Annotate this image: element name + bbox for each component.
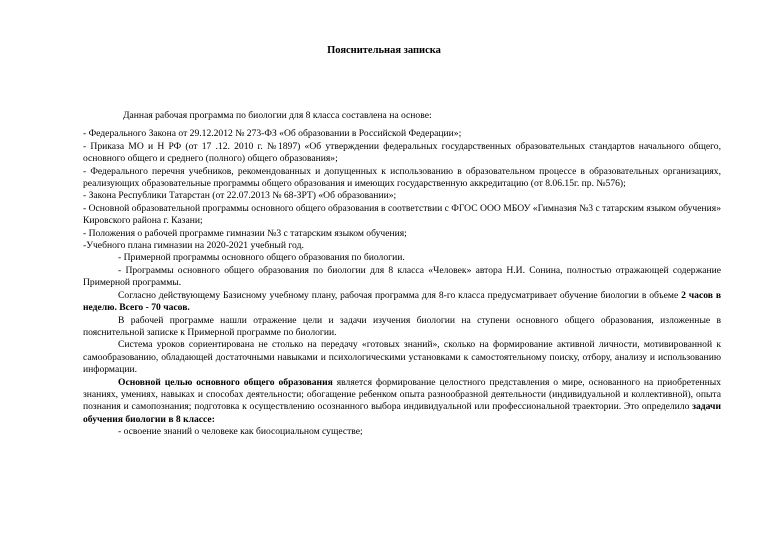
- hours-text: Согласно действующему Базисному учебному плану, рабочая программа для 8-го класса предусматривает обучение биологии в объеме: [118, 289, 682, 301]
- basis-item: - Федерального перечня учебников, рекомендованных и допущенных к использованию в образовательном процессе в образовательных организациях, реализующих образовательные программы общего образования и имеющих государственную аккредитацию (от 8.06.15г. пр. №576);: [83, 165, 721, 190]
- main-goal-bold: Основной целью основного общего образования: [118, 376, 333, 388]
- main-goal-text: является формирование целостного представления о мире, основанного на приобретенных знаниях, умениях, навыках и способах деятельности; обогащение ребенком опыта разнообразной деятельности (индивидуальной и коллективной), опыта познания и самопознания; подготовка к осуществлению осознанного выбора индивидуальной или профессиональной траектории. Это определило: [83, 376, 721, 413]
- goals-paragraph: В рабочей программе нашли отражение цели и задачи изучения биологии на ступени основного общего образования, изложенные в пояснительной записке к Примерной программе по биологии.: [83, 314, 721, 338]
- hours-paragraph: [83, 290, 721, 315]
- basis-item: - Положения о рабочей программе гимназии №3 с татарским языком обучения;: [83, 227, 407, 239]
- tasks-bold: задачи обучения биологии в 8 классе:: [83, 401, 721, 425]
- main-goal-paragraph: [83, 377, 721, 427]
- document-title: Пояснительная записка: [327, 45, 441, 56]
- document-body: [83, 110, 721, 439]
- intro-paragraph: Данная рабочая программа по биологии для 8 класса составлена на основе:: [123, 110, 432, 121]
- program-item: - Программы основного общего образования по биологии для 8 класса «Человек» автора Н.И. Сонина, полностью отражающей содержание Примерной программы.: [83, 264, 721, 289]
- basis-item: -Учебного плана гимназии на 2020-2021 учебный год.: [83, 240, 304, 252]
- task-item: - освоение знаний о человеке как биосоциальном существе;: [118, 426, 363, 438]
- system-paragraph: Система уроков сориентирована не столько на передачу «готовых знаний», сколько на формирование активной личности, мотивированной к самообразованию, обладающей достаточными навыками и психологическими установками к самостоятельному поиску, отбору, анализу и использованию информации.: [83, 339, 721, 376]
- basis-item: - Закона Республики Татарстан (от 22.07.2013 № 68-ЗРТ) «Об образовании»;: [83, 190, 397, 202]
- hours-bold: 2 часов в неделю. Всего - 70 часов.: [83, 289, 721, 314]
- basis-item: - Федерального Закона от 29.12.2012 № 273-ФЗ «Об образовании в Российской Федерации»;: [83, 128, 462, 140]
- basis-item: - Приказа МО и Н РФ (от 17 .12. 2010 г. №1897) «Об утверждении федеральных государственных образовательных стандартов начального общего, основного общего и среднего (полного) общего образования»;: [83, 140, 721, 165]
- program-item: - Примерной программы основного общего образования по биологии.: [118, 252, 405, 264]
- basis-item: - Основной образовательной программы основного общего образования в соответствии с ФГОС ООО МБОУ «Гимназия №3 с татарским языком обучения» Кировского района г. Казани;: [83, 202, 721, 227]
